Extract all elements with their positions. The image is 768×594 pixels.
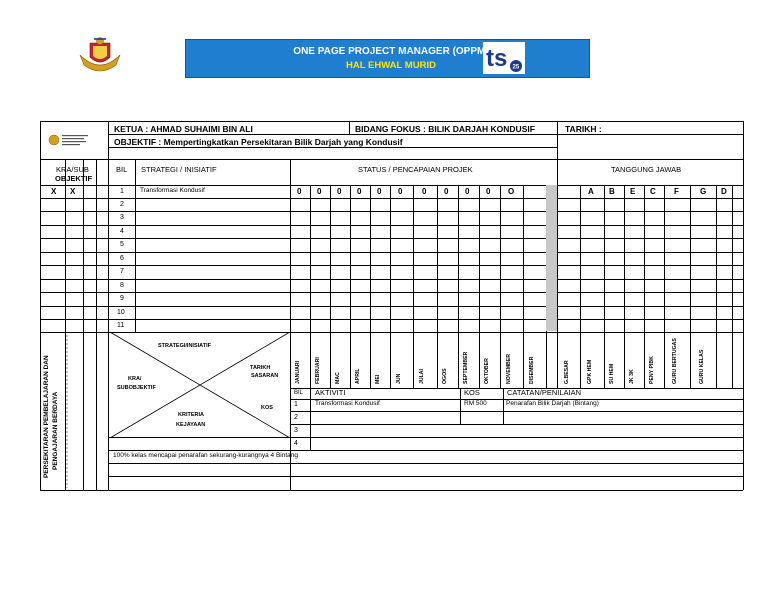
grid-vline	[743, 185, 744, 388]
grid-hline	[108, 147, 557, 148]
grid-hline	[40, 292, 743, 293]
responsible-label: G.BESAR	[564, 360, 570, 384]
grid-vline	[523, 185, 524, 388]
grid-hline	[108, 463, 743, 464]
grid-hline	[40, 198, 743, 199]
activity-number: 1	[294, 401, 298, 408]
activity-number: 4	[294, 440, 298, 447]
grid-hline	[40, 252, 743, 253]
grid-hline	[40, 211, 743, 212]
grid-hline	[108, 476, 743, 477]
month-label: FEBRUARI	[315, 357, 321, 384]
diagram-kos: KOS	[261, 405, 273, 411]
svg-text:25: 25	[512, 64, 520, 71]
grid-vline	[557, 185, 558, 388]
bil-number: 4	[120, 228, 124, 235]
grid-hline	[40, 159, 743, 160]
activity-kos-header: KOS	[464, 388, 480, 397]
tanggung-jawab-header: TANGGUNG JAWAB	[611, 165, 682, 174]
activity-kos-1: RM 500	[464, 400, 487, 407]
status-mark: 0	[337, 187, 342, 196]
grid-vline	[644, 185, 645, 388]
grid-vline	[349, 121, 350, 134]
grid-vline	[437, 185, 438, 388]
bil-number: 9	[120, 295, 124, 302]
grid-hline	[40, 319, 743, 320]
responsible-label: GURU KELAS	[699, 349, 705, 384]
grid-vline	[580, 185, 581, 388]
month-label: MAC	[335, 372, 341, 384]
grid-hline	[40, 490, 743, 491]
kra-x-1: X	[51, 187, 57, 196]
grid-vline	[503, 388, 504, 424]
diagram-kra-2: SUBOBJEKTIF	[117, 385, 156, 391]
month-label: JANUARI	[295, 360, 301, 384]
responsible-letter: D	[721, 187, 727, 196]
responsible-letter: E	[630, 187, 636, 196]
status-mark: 0	[444, 187, 449, 196]
bil-number: 10	[117, 309, 125, 316]
grid-vline	[460, 388, 461, 424]
grid-hline	[40, 121, 743, 122]
left-vertical-label-1: PERSEKITARAN PEMBELAJARAN DAN	[43, 355, 50, 478]
diagram-kejayaan: KEJAYAAN	[176, 422, 206, 428]
grid-vline	[557, 121, 558, 159]
bidang-fokus-label: BIDANG FOKUS : BILIK DARJAH KONDUSIF	[355, 124, 535, 134]
bil-number: 5	[120, 241, 124, 248]
status-mark: 0	[422, 187, 427, 196]
grid-hline	[290, 411, 743, 412]
responsible-letter: G	[700, 187, 707, 196]
activity-1: Transformasi Kondusif	[315, 400, 380, 407]
grid-vline	[310, 185, 311, 388]
responsible-letter: F	[674, 187, 679, 196]
objektif-label: OBJEKTIF : Mempertingkatkan Persekitaran Bilik Darjah yang Kondusif	[114, 137, 403, 147]
bil-number: 1	[120, 188, 124, 195]
tarikh-label: TARIKH :	[565, 124, 602, 134]
activity-bil-header: BIL	[294, 390, 304, 396]
grid-vline	[716, 185, 717, 388]
activity-number: 3	[294, 427, 298, 434]
responsible-label: JK 3K	[629, 369, 635, 384]
bil-number: 11	[117, 322, 125, 329]
grid-vline	[390, 185, 391, 388]
grid-hline	[108, 450, 743, 451]
bil-header: BIL	[116, 165, 128, 174]
month-label: SEPTEMBER	[463, 351, 469, 384]
school-crest-logo	[76, 35, 124, 73]
grid-vline	[604, 185, 605, 388]
diagram-kra: KRA/	[128, 376, 142, 382]
month-label: OKTOBER	[484, 358, 490, 384]
status-mark: 0	[398, 187, 403, 196]
grid-hline	[40, 306, 743, 307]
grid-hline	[108, 134, 743, 135]
grid-vline	[96, 159, 97, 490]
grid-vline	[370, 185, 371, 388]
grid-vline	[330, 185, 331, 388]
bil-number: 2	[120, 201, 124, 208]
grid-vline	[500, 185, 501, 388]
grid-vline	[83, 159, 84, 490]
ketua-label: KETUA : AHMAD SUHAIMI BIN ALI	[114, 124, 253, 134]
grid-hline	[40, 279, 743, 280]
left-dashed-lines	[65, 333, 77, 490]
responsible-label: GPK HEM	[587, 359, 593, 384]
bil-number: 6	[120, 255, 124, 262]
diagram-strategi: STRATEGI/INISIATIF	[158, 343, 211, 349]
grid-vline	[664, 185, 665, 388]
status-mark: O	[508, 187, 515, 196]
grid-hline	[40, 238, 743, 239]
grid-vline	[458, 185, 459, 388]
activity-number: 2	[294, 414, 298, 421]
activity-aktiviti-header: AKTIVITI	[315, 388, 346, 397]
ministry-logo	[48, 132, 92, 148]
month-label: APRIL	[355, 368, 361, 384]
responsible-letter: C	[650, 187, 656, 196]
strategi-header: STRATEGI / INISIATIF	[141, 165, 217, 174]
diagram-kriteria: KRITERIA	[178, 412, 204, 418]
grid-vline	[108, 159, 109, 490]
banner-subtitle: HAL EHWAL MURID	[346, 60, 436, 71]
grid-vline	[690, 185, 691, 388]
grid-vline	[310, 388, 311, 450]
banner-title: ONE PAGE PROJECT MANAGER (OPPM)	[293, 46, 489, 57]
status-mark: 0	[377, 187, 382, 196]
grid-vline	[290, 185, 291, 388]
grid-hline	[290, 424, 743, 425]
bil-number: 8	[120, 282, 124, 289]
shaded-column	[546, 185, 557, 331]
criteria-text: 100% kelas mencapai penarafan sekurang-kurangnya 4 Bintang	[113, 452, 299, 459]
month-label: NOVEMBER	[506, 354, 512, 384]
strategy-1: Transformasi Kondusif	[140, 187, 205, 194]
grid-vline	[624, 185, 625, 388]
status-header: STATUS / PENCAPAIAN PROJEK	[358, 165, 473, 174]
status-mark: 0	[297, 187, 302, 196]
responsible-label: PENY PIBK	[649, 356, 655, 384]
responsible-letter: A	[588, 187, 594, 196]
grid-vline	[108, 121, 109, 159]
ts25-logo	[483, 42, 525, 74]
title-banner	[185, 39, 590, 78]
grid-vline	[413, 185, 414, 388]
responsible-label: GURU BERTUGAS	[672, 338, 678, 384]
status-mark: 0	[317, 187, 322, 196]
activity-catatan-1: Penarafan Bilik Darjah (Bintang)	[506, 400, 599, 407]
kra-header: KRA/SUB	[56, 165, 89, 174]
grid-vline	[732, 185, 733, 388]
diagram-tarikh: TARIKH	[250, 365, 271, 371]
month-label: OGOS	[442, 368, 448, 384]
svg-text:ts: ts	[486, 45, 508, 72]
grid-hline	[40, 265, 743, 266]
grid-vline	[479, 185, 480, 388]
grid-hline	[40, 185, 743, 186]
kra-x-2: X	[70, 187, 76, 196]
status-mark: 0	[357, 187, 362, 196]
month-label: JULAI	[419, 369, 425, 384]
responsible-label: SU HEM	[609, 363, 615, 384]
grid-hline	[40, 225, 743, 226]
kra-header-2: OBJEKTIF	[55, 174, 93, 183]
bil-number: 7	[120, 268, 124, 275]
month-label: DISEMBER	[529, 356, 535, 384]
month-label: JUN	[396, 373, 402, 384]
left-vertical-label-2: PENGAJARAN BERDAYA	[52, 391, 59, 470]
status-mark: 0	[486, 187, 491, 196]
grid-vline	[135, 159, 136, 332]
grid-vline	[350, 185, 351, 388]
responsible-letter: B	[609, 187, 615, 196]
bil-number: 3	[120, 214, 124, 221]
activity-catatan-header: CATATAN/PENILAIAN	[507, 388, 582, 397]
month-label: MEI	[375, 374, 381, 384]
status-mark: 0	[465, 187, 470, 196]
diagram-sasaran: SASARAN	[251, 373, 279, 379]
